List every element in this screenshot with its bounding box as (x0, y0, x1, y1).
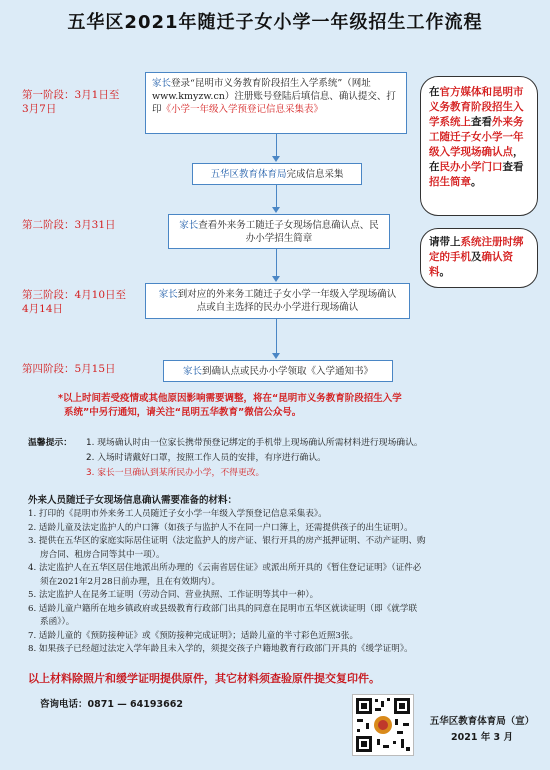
contact-phone: 咨询电话：0871 — 64193662 (40, 699, 183, 710)
qr-code (352, 694, 414, 756)
material-item: 8. 如果孩子已经超过法定入学年龄且未入学的，须提交孩子户籍地教育行政部门开具的《缓学证明》。 (28, 644, 413, 654)
callout-highlight: 外来务工随迁子女小学一年级入学现场确认点 (429, 116, 524, 158)
issue-date: 2021 年 3 月 (451, 732, 513, 743)
flow-box-confirm (145, 283, 410, 319)
flow-box-actor: 家长 (158, 289, 178, 300)
callout-text: 及 (471, 251, 482, 263)
flow-box-text: 到确认点或民办小学领取《入学通知书》 (202, 366, 374, 377)
callout-bubble-bring (420, 228, 538, 288)
material-item: 7. 适龄儿童的《预防接种证》或《预防接种完成证明》；适龄儿童的半寸彩色近照3张。 (28, 630, 359, 641)
flow-box-actor: 家长 (152, 78, 172, 89)
flow-arrow (276, 319, 277, 353)
flow-box-text: 登录“昆明市义务教育阶段招生入学系统”（网址www.kmyzw.cn）注册账号登陆后填信息、确认提交、打印 (152, 78, 396, 115)
notice-line: *以上时间若受疫情或其他原因影响需要调整，将在“昆明市义务教育阶段招生入学 (58, 393, 402, 404)
flow-box-view-info (168, 214, 390, 249)
flow-box-text: 到对应的外来务工随迁子女小学一年级入学现场确认点或自主选择的民办小学进行现场确认 (177, 289, 397, 313)
callout-text: 查看 (502, 161, 524, 173)
flow-arrow-head (272, 276, 280, 282)
materials-title: 外来人员随迁子女现场信息确认需要准备的材料： (28, 495, 238, 506)
tip-item: 2. 入场时请戴好口罩，按照工作人员的安排，有序进行确认。 (86, 453, 326, 463)
material-item: 3. 提供在五华区的家庭实际居住证明（法定监护人的房产证、银行开具的房产抵押证明、不动产证明、购 (28, 536, 426, 546)
stage-2-label: 第二阶段：3月31日 (22, 219, 116, 231)
flow-box-collect (192, 163, 362, 185)
callout-highlight: 确认资料 (429, 251, 513, 278)
callout-text: 查看 (471, 116, 492, 128)
flow-box-text: 完成信息采集 (286, 169, 344, 180)
flow-box-actor: 五华区教育体育局 (210, 169, 287, 180)
tips-section (28, 436, 538, 481)
issuer-org: 五华区教育体育局（宣） (429, 716, 535, 727)
tip-item: 3. 家长一旦确认到某所民办小学，不得更改。 (86, 468, 265, 478)
tip-item: 1. 现场确认时由一位家长携带预登记绑定的手机带上现场确认所需材料进行现场确认。 (86, 438, 423, 448)
callout-text: 。 (439, 266, 450, 278)
callout-text: 。 (471, 176, 482, 188)
material-item: 2. 适龄儿童及法定监护人的户口簿（如孩子与监护人不在同一户口簿上，还需提供孩子的出生证明）。 (28, 522, 413, 533)
material-item: 4. 法定监护人在五华区居住地派出所办理的《云南省居住证》或派出所开具的《暂住登记证明》（证件必 (28, 563, 422, 573)
flow-arrow (276, 134, 277, 156)
callout-highlight: 招生简章 (429, 176, 471, 188)
flow-box-register (145, 72, 407, 134)
stage-1-label: 第一阶段：3月1日至 3月7日 (22, 89, 120, 115)
flow-box-actor: 家长 (182, 366, 202, 377)
flow-box-form-name: 《小学一年级入学预登记信息采集表》 (161, 104, 324, 115)
material-item: 房合同、租房合同等其中一项）。 (40, 549, 165, 560)
callout-highlight: 民办小学门口 (439, 161, 503, 173)
materials-list (28, 508, 538, 657)
materials-section (28, 492, 538, 657)
flow-box-text: 查看外来务工随迁子女现场信息确认点、民办小学招生简章 (198, 220, 379, 244)
material-item: 1. 打印的《昆明市外来务工人员随迁子女小学一年级入学预登记信息采集表》。 (28, 509, 327, 519)
page-title: 五华区2021年随迁子女小学一年级招生工作流程 (67, 12, 483, 33)
callout-text: 在 (429, 86, 440, 98)
notice-line: 系统”中另行通知，请关注“昆明五华教育”微信公众号。 (64, 407, 302, 418)
callout-highlight: 官方媒体和昆明市义务教育阶段招生入学系统上 (429, 86, 524, 128)
copies-note: 以上材料除照片和缓学证明提供原件，其它材料须查验原件提交复印件。 (28, 672, 380, 685)
flow-arrow-head (272, 156, 280, 162)
flow-box-actor: 家长 (179, 220, 199, 231)
flow-arrow-head (272, 353, 280, 359)
material-item: 5. 法定监护人在昆务工证明（劳动合同、营业执照、工作证明等其中一种）。 (28, 590, 319, 600)
issuer-signature (420, 714, 544, 746)
material-item: 系函》）。 (40, 617, 75, 627)
tips-label: 温馨提示： (28, 438, 72, 448)
flow-arrow-head (272, 207, 280, 213)
stage-3-label: 第三阶段：4月10日至 4月14日 (22, 289, 127, 315)
stage-4-label: 第四阶段：5月15日 (22, 363, 116, 375)
material-item: 须在2021年2月28日前办理，且在有效期内）。 (40, 576, 221, 587)
flow-arrow (276, 185, 277, 207)
material-item: 6. 适龄儿童户籍所在地乡镇政府或县级教育行政部门出具的同意在昆明市五华区就读证明（即《就学联 (28, 603, 418, 614)
flow-arrow (276, 249, 277, 276)
callout-highlight: 系统注册时绑定的手机 (429, 236, 524, 263)
flow-box-notice-letter (163, 360, 393, 382)
callout-text: 请带上 (429, 236, 461, 248)
time-change-notice (58, 392, 528, 420)
callout-text: ，在 (429, 146, 524, 173)
callout-bubble-view-info (420, 76, 538, 216)
